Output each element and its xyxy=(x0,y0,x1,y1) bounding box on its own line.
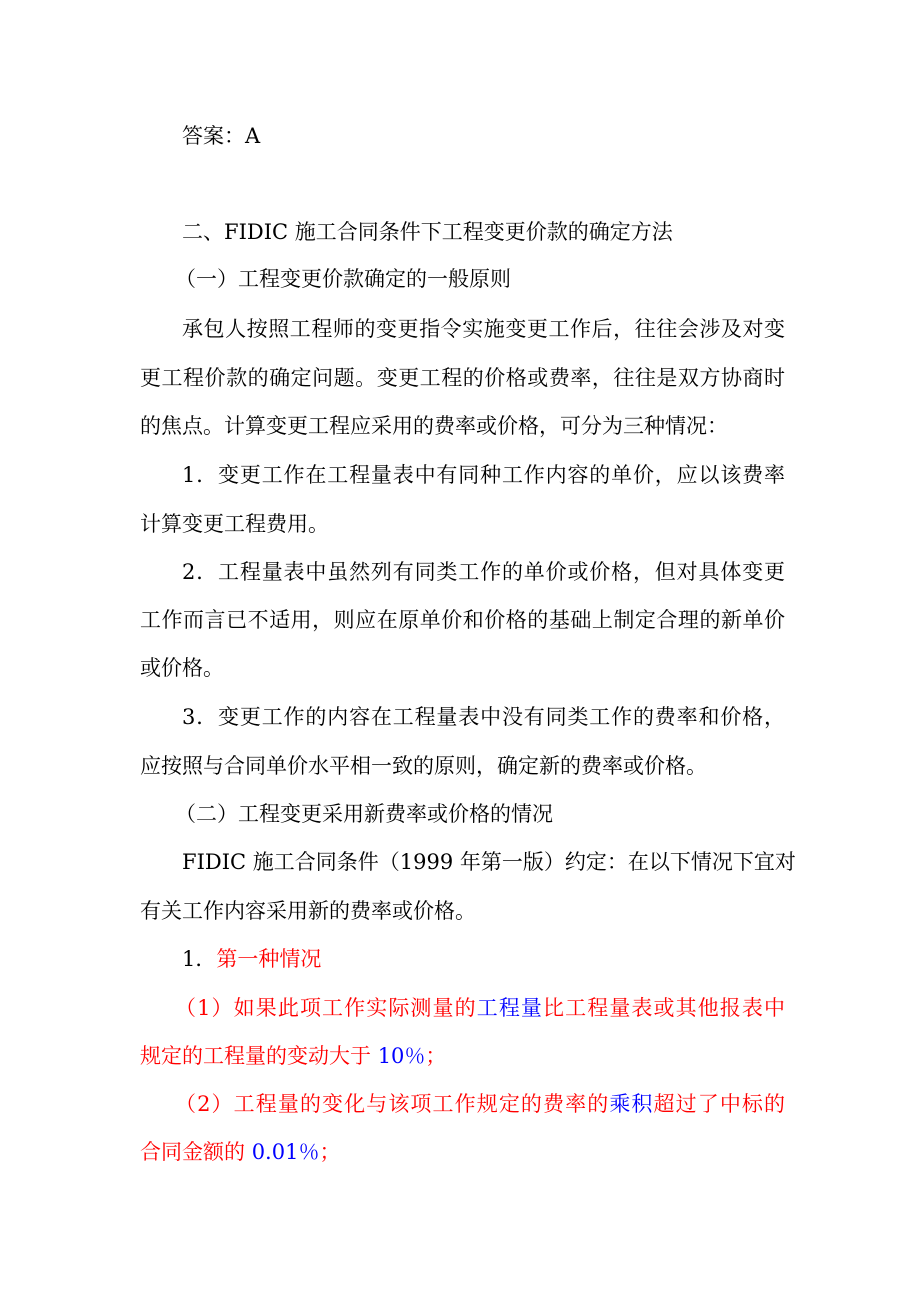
item3-line-1: 3．变更工作的内容在工程量表中没有同类工作的费率和价格， xyxy=(182,705,785,729)
section-title: 二、FIDIC 施工合同条件下工程变更价款的确定方法 xyxy=(182,220,673,244)
cond1-term-quantity: 工程量 xyxy=(476,996,544,1020)
cond1-text-f: ； xyxy=(425,1044,447,1068)
cond2-threshold: 0.01％ xyxy=(251,1140,320,1164)
case1-heading xyxy=(182,945,785,973)
item2-line-1: 2．工程量表中虽然列有同类工作的单价或价格，但对具体变更 xyxy=(182,560,785,584)
item1-line-2: 计算变更工程费用。 xyxy=(140,512,329,536)
cond1-line-1 xyxy=(175,994,785,1022)
item3-line-2: 应按照与合同单价水平相一致的原则，确定新的费率或价格。 xyxy=(140,754,707,778)
cond2-text-c: 超过了中标的 xyxy=(653,1092,786,1116)
case1-title: 第一种情况 xyxy=(216,947,322,971)
cond2-term-product: 乘积 xyxy=(609,1092,654,1116)
cond1-text-d: 规定的工程量的变动大于 xyxy=(140,1044,378,1068)
cond1-text-c: 比工程量表或其他报表中 xyxy=(543,996,786,1020)
case1-number: 1． xyxy=(182,947,217,971)
cond1-threshold: 10％ xyxy=(377,1044,426,1068)
cond2-line-1 xyxy=(175,1090,785,1118)
intro-line-1: 承包人按照工程师的变更指令实施变更工作后，往往会涉及对变 xyxy=(182,317,785,341)
cond2-text-f: ； xyxy=(319,1140,341,1164)
item1-line-1: 1．变更工作在工程量表中有同种工作内容的单价，应以该费率 xyxy=(182,463,785,487)
intro-line-3: 的焦点。计算变更工程应采用的费率或价格，可分为三种情况： xyxy=(140,414,728,438)
subsection-title-1: （一）工程变更价款确定的一般原则 xyxy=(175,267,511,291)
fidic-line-1: FIDIC 施工合同条件（1999 年第一版）约定：在以下情况下宜对 xyxy=(182,850,796,874)
cond2-text-d: 合同金额的 xyxy=(140,1140,252,1164)
item2-line-3: 或价格。 xyxy=(140,656,224,680)
answer-line: 答案：A xyxy=(182,124,261,148)
cond2-text-a: （2）工程量的变化与该项工作规定的费率的 xyxy=(175,1092,610,1116)
item2-line-2: 工作而言已不适用，则应在原单价和价格的基础上制定合理的新单价 xyxy=(140,608,785,632)
intro-line-2: 更工程价款的确定问题。变更工程的价格或费率，往往是双方协商时 xyxy=(140,366,785,390)
cond2-line-2 xyxy=(140,1138,785,1166)
fidic-line-2: 有关工作内容采用新的费率或价格。 xyxy=(140,899,476,923)
cond1-text-a: （1）如果此项工作实际测量的 xyxy=(175,996,477,1020)
subsection-title-2: （二）工程变更采用新费率或价格的情况 xyxy=(175,802,553,826)
cond1-line-2 xyxy=(140,1042,785,1070)
